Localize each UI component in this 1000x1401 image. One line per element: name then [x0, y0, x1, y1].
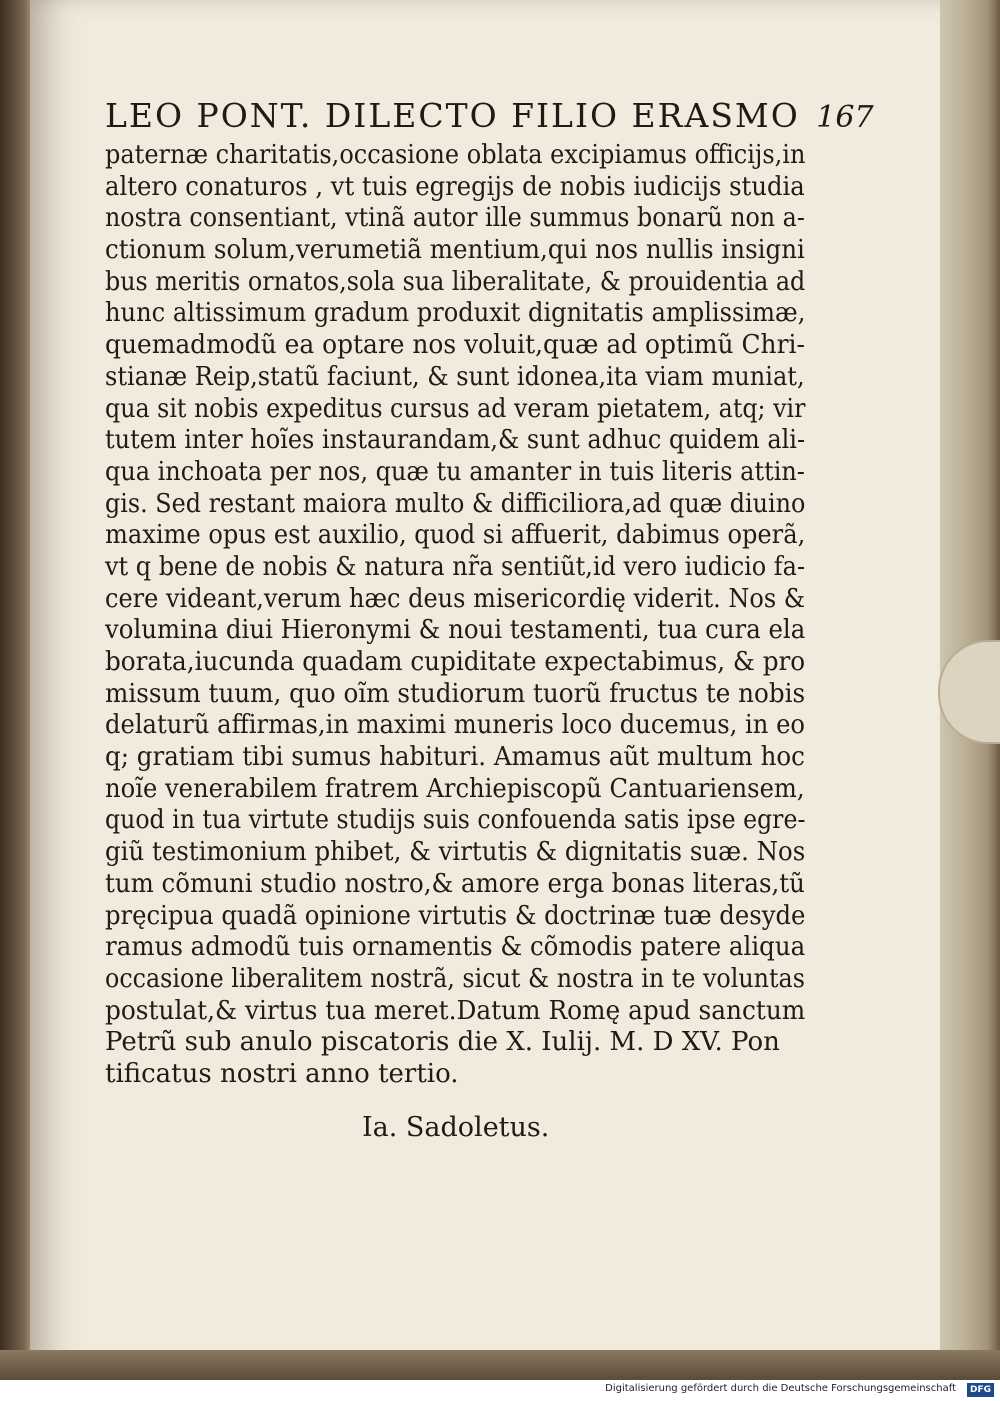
text-line: pręcipua quadã opinione virtutis & doctrinæ tuæ desyde — [105, 900, 806, 931]
funding-credit: Digitalisierung gefördert durch die Deutsche Forschungsgemeinschaft — [605, 1383, 956, 1394]
text-line: tutem inter hoĩes instaurandam,& sunt adhuc quidem ali- — [105, 425, 806, 456]
text-line: missum tuum, quo oĩm studiorum tuorũ fructus te nobis — [105, 678, 806, 709]
page-number: 167 — [816, 100, 874, 135]
text-line: qua sit nobis expeditus cursus ad veram pietatem, atq; vir — [105, 393, 806, 424]
text-line: gis. Sed restant maiora multo & difficiliora,ad quæ diuino — [105, 488, 806, 519]
running-header — [105, 96, 874, 138]
text-line: stianæ Reip,statũ faciunt, & sunt idonea,ita viam muniat, — [105, 361, 805, 392]
text-line: bus meritis ornatos,sola sua liberalitate, & prouidentia ad — [105, 266, 806, 297]
book-bottom-edge — [0, 1350, 1000, 1380]
text-line: quod in tua virtute studijs suis confouenda satis ipse egre- — [105, 805, 806, 836]
text-line: q; gratiam tibi sumus habituri. Amamus aũt multum hoc — [105, 742, 805, 773]
signature: Ia. Sadoletus. — [362, 1112, 550, 1143]
text-line: nostra consentiant, vtinã autor ille summus bonarũ non a- — [105, 203, 805, 234]
text-line: delaturũ affirmas,in maximi muneris loco ducemus, in eo — [105, 710, 805, 741]
text-line: giũ testimonium phibet, & virtutis & dignitatis suæ. Nos — [105, 837, 806, 868]
text-line: altero conaturos , vt tuis egregijs de nobis iudicijs studia — [105, 171, 805, 202]
letter-body — [105, 140, 805, 1091]
text-line: maxime opus est auxilio, quod si affuerit, dabimus operã, — [105, 520, 806, 551]
digitization-footer — [0, 1380, 1000, 1401]
dfg-logo: DFG — [967, 1383, 994, 1397]
text-line: tum cõmuni studio nostro,& amore erga bonas literas,tũ — [105, 868, 805, 899]
text-line: hunc altissimum gradum produxit dignitatis amplissimæ, — [105, 298, 806, 329]
text-line: qua inchoata per nos, quæ tu amanter in tuis literis attin- — [105, 456, 805, 487]
text-line: ctionum solum,verumetiã mentium,qui nos nullis insigni — [105, 235, 805, 266]
text-line: Petrũ sub anulo piscatoris die X. Iulij. M. D XV. Pon — [105, 1027, 780, 1058]
text-line: cere videant,verum hæc deus misericordię viderit. Nos & — [105, 583, 806, 614]
text-line: tificatus nostri anno tertio. — [105, 1058, 459, 1089]
header-title: LEO PONT. DILECTO FILIO ERASMO — [105, 96, 800, 135]
text-line: occasione liberalitem nostrã, sicut & nostra in te voluntas — [105, 963, 805, 994]
text-line: ramus admodũ tuis ornamentis & cõmodis patere aliqua — [105, 932, 806, 963]
text-line: paternæ charitatis,occasione oblata excipiamus officijs,in — [105, 140, 806, 170]
text-line: quemadmodũ ea optare nos voluit,quæ ad optimũ Chri- — [105, 330, 805, 361]
text-line: volumina diui Hieronymi & noui testamenti, tua cura ela — [105, 615, 806, 646]
text-line: borata,iucunda quadam cupiditate expectabimus, & pro — [105, 647, 806, 677]
text-line: postulat,& virtus tua meret.Datum Romę apud sanctum — [105, 995, 806, 1026]
text-line: vt q bene de nobis & natura nr̃a sentiũt,id vero iudicio fa- — [105, 551, 806, 582]
text-line: noĩe venerabilem fratrem Archiepiscopũ Cantuariensem, — [105, 773, 805, 804]
